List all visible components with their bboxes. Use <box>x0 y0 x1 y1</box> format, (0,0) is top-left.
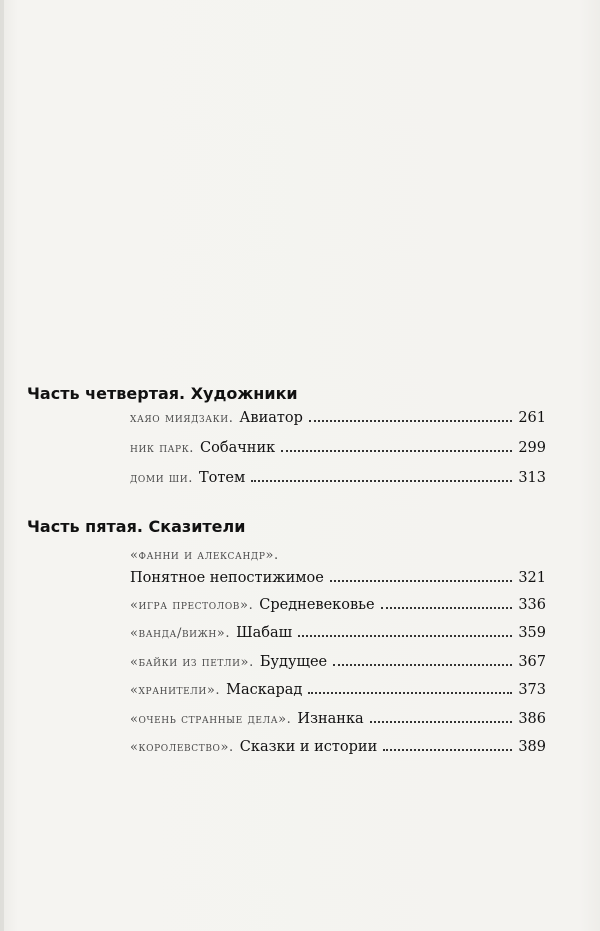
toc-entry-author: «ванда/вижн». <box>130 626 231 641</box>
toc-entry-author: доми ши. <box>130 471 193 486</box>
toc-entry-subtitle: Изнанка <box>297 711 364 727</box>
toc-entry-page: 386 <box>518 711 546 727</box>
dot-leader <box>251 479 512 482</box>
toc-entry-subtitle: Будущее <box>259 654 328 670</box>
toc-entry-subtitle: Маскарад <box>226 682 303 698</box>
toc-entry-first-line[interactable] <box>130 548 285 563</box>
toc-entry-subtitle: Тотем <box>198 470 246 486</box>
toc-entry-author: «игра престолов». <box>130 598 254 613</box>
toc-entry-page: 299 <box>518 440 546 456</box>
dot-leader <box>330 579 512 582</box>
toc-entry-subtitle: Понятное непостижимое <box>130 570 324 586</box>
toc-entry[interactable] <box>130 470 546 486</box>
toc-entry[interactable] <box>130 440 546 456</box>
dot-leader <box>381 606 512 609</box>
toc-entry-page: 359 <box>518 625 546 641</box>
toc-entry-subtitle: Собачник <box>200 440 276 456</box>
toc-entry-author: «байки из петли». <box>130 655 254 670</box>
toc-entry-author: «очень странные дела». <box>130 712 292 727</box>
toc-entry-author: «королевство». <box>130 740 234 755</box>
toc-entry[interactable] <box>130 410 546 426</box>
part-five-title: Часть пятая. Сказители <box>27 517 246 536</box>
dot-leader <box>383 748 512 751</box>
toc-entry[interactable] <box>130 739 546 755</box>
toc-entry-page: 367 <box>518 654 546 670</box>
dot-leader <box>309 419 512 422</box>
toc-entry[interactable] <box>130 682 546 698</box>
part-four-title: Часть четвертая. Художники <box>27 384 298 403</box>
toc-entry-page: 261 <box>518 410 546 426</box>
toc-entry[interactable] <box>130 570 546 586</box>
toc-entry-page: 313 <box>518 470 546 486</box>
toc-entry-page: 389 <box>518 739 546 755</box>
dot-leader <box>370 720 512 723</box>
toc-entry-page: 373 <box>518 682 546 698</box>
toc-entry-subtitle: Сказки и истории <box>239 739 378 755</box>
toc-entry-author: «хранители». <box>130 683 221 698</box>
toc-entry[interactable] <box>130 625 546 641</box>
toc-entry-subtitle: Средневековье <box>259 597 375 613</box>
toc-entry-author: хаяо миядзаки. <box>130 411 234 426</box>
page-gutter-shadow <box>0 0 4 931</box>
toc-entry-author: ник парк. <box>130 441 195 456</box>
toc-entry-subtitle: Авиатор <box>239 410 303 426</box>
toc-entry-page: 321 <box>518 570 546 586</box>
toc-entry[interactable] <box>130 597 546 613</box>
toc-entry-author: «фанни и александр». <box>130 548 279 563</box>
dot-leader <box>333 663 512 666</box>
dot-leader <box>281 449 512 452</box>
toc-entry[interactable] <box>130 711 546 727</box>
toc-entry-subtitle: Шабаш <box>236 625 293 641</box>
dot-leader <box>298 634 512 637</box>
toc-entry-page: 336 <box>518 597 546 613</box>
dot-leader <box>308 691 512 694</box>
toc-entry[interactable] <box>130 654 546 670</box>
